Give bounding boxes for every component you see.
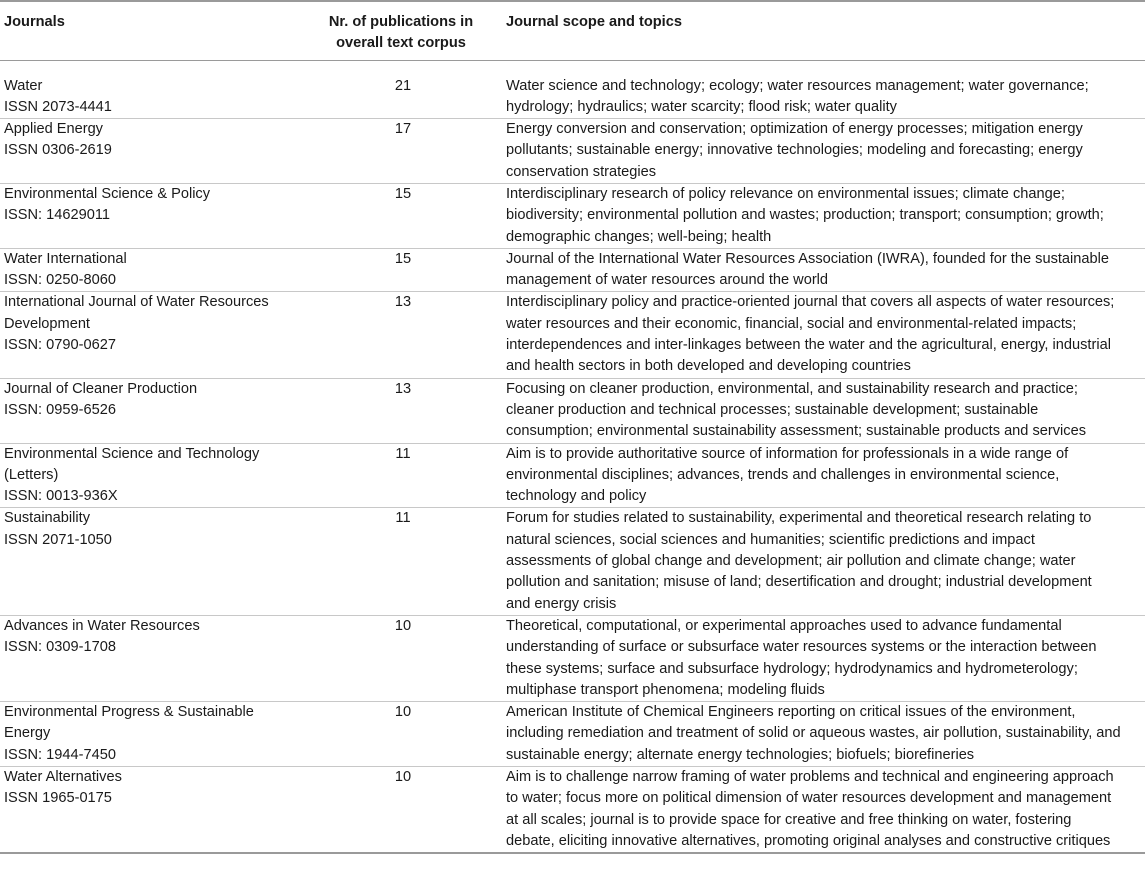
journal-name-cell [0,508,310,615]
journal-scope-line: Aim is to provide authoritative source of information for professionals in a wide range of [506,445,1069,462]
journal-name-line: ISSN: 0790-0627 [4,337,116,354]
header-journals: Journals [0,1,310,60]
journal-name-line: ISSN: 0013-936X [4,488,118,505]
journal-scope-line: technology and policy [506,488,647,505]
journal-scope-line: pollutants; sustainable energy; innovative technologies; modeling and forecasting; energy [506,142,1083,159]
header-row [0,1,1145,60]
table-row [0,615,1145,701]
journal-scope-line: Water science and technology; ecology; water resources management; water governance; [506,77,1089,94]
table-header [0,1,1145,60]
journal-name-line: Water International [4,250,127,267]
journal-scope-line: these systems; surface and subsurface hydrology; hydrodynamics and hydrometerology; [506,660,1078,677]
publication-count-cell: 13 [310,292,502,378]
table-row [0,767,1145,854]
journal-scope-line: pollution and sanitation; misuse of land; desertification and drought; industrial development [506,574,1092,591]
journal-name-cell [0,443,310,508]
journal-scope-line: Forum for studies related to sustainability, experimental and theoretical research relating to [506,510,1092,527]
publication-count-cell: 10 [310,702,502,767]
header-scope: Journal scope and topics [502,1,1145,60]
journal-scope-line: Journal of the International Water Resources Association (IWRA), founded for the sustainable [506,250,1109,267]
journal-name-line: Energy [4,725,51,742]
journal-scope-line: hydrology; hydraulics; water scarcity; flood risk; water quality [506,98,897,115]
journal-scope-cell [502,443,1145,508]
journal-name-line: (Letters) [4,466,59,483]
journal-name-cell [0,292,310,378]
journal-name-line: ISSN: 0250-8060 [4,272,116,289]
journal-scope-line: Theoretical, computational, or experimental approaches used to advance fundamental [506,617,1062,634]
table-row [0,378,1145,443]
header-count-line: Nr. of publications in [328,14,474,30]
journal-name-cell [0,248,310,292]
journal-name-cell [0,702,310,767]
publication-count-cell: 15 [310,248,502,292]
table-body [0,60,1145,853]
publication-count-cell: 11 [310,508,502,615]
journal-scope-line: American Institute of Chemical Engineers reporting on critical issues of the environment, [506,704,1076,721]
journal-scope-cell [502,767,1145,854]
table-row [0,60,1145,119]
journal-scope-line: Aim is to challenge narrow framing of water problems and technical and engineering approach [506,769,1114,785]
publication-count-cell: 10 [310,767,502,854]
journal-scope-line: management of water resources around the world [506,272,829,289]
journal-name-line: Environmental Science and Technology [4,445,260,462]
journal-scope-line: Energy conversion and conservation; optimization of energy processes; mitigation energy [506,121,1083,138]
journal-name-cell [0,378,310,443]
journal-name-line: Water [4,77,43,94]
journal-name-cell [0,60,310,119]
journal-name-line: Water Alternatives [4,769,122,785]
table-row [0,292,1145,378]
journal-scope-cell [502,292,1145,378]
journal-name-line: Journal of Cleaner Production [4,380,198,397]
journal-scope-line: biodiversity; environmental pollution and wastes; production; transport; consumption; growth; [506,207,1104,224]
journal-scope-cell [502,615,1145,701]
journal-name-line: ISSN: 14629011 [4,207,111,224]
header-publication-count [310,1,502,60]
journal-name-line: ISSN: 1944-7450 [4,746,116,763]
journal-name-line: Development [4,315,90,332]
journal-name-line: ISSN 2073-4441 [4,98,112,115]
journal-scope-line: understanding of surface or subsurface water resources systems or the interaction between [506,639,1097,656]
publication-count-cell: 13 [310,378,502,443]
publication-count-cell: 21 [310,60,502,119]
journal-name-line: ISSN 1965-0175 [4,790,112,807]
journal-scope-line: multiphase transport phenomena; modeling fluids [506,681,825,698]
journal-name-cell [0,119,310,184]
table-row [0,119,1145,184]
publication-count-cell: 10 [310,615,502,701]
journal-name-line: International Journal of Water Resources [4,294,269,311]
journal-scope-cell [502,60,1145,119]
journal-name-cell [0,183,310,248]
journal-scope-line: natural sciences, social sciences and humanities; scientific predictions and impact [506,531,1035,548]
journal-scope-line: to water; focus more on political dimension of water resources development and management [506,790,1112,807]
journal-name-line: Sustainability [4,510,90,527]
journal-name-cell [0,767,310,854]
journal-scope-line: environmental disciplines; advances, trends and challenges in environmental science, [506,466,1060,483]
header-count-line: overall text corpus [336,35,466,51]
journal-name-line: ISSN: 0959-6526 [4,401,116,418]
journal-scope-cell [502,183,1145,248]
journal-scope-line: and health sectors in both developed and developing countries [506,358,911,375]
journal-scope-line: conservation strategies [506,163,657,180]
table-row [0,443,1145,508]
journal-name-line: Environmental Science & Policy [4,185,211,202]
journal-name-line: Advances in Water Resources [4,617,200,634]
journal-name-cell [0,615,310,701]
journal-scope-cell [502,378,1145,443]
journal-name-line: ISSN 0306-2619 [4,142,112,159]
journal-scope-line: including remediation and treatment of solid or aqueous wastes, air pollution, sustainability, and [506,725,1121,742]
journal-scope-line: and energy crisis [506,595,617,612]
journal-name-line: ISSN 2071-1050 [4,531,112,548]
journal-scope-line: sustainable energy; alternate energy technologies; biofuels; biorefineries [506,746,975,763]
journal-scope-line: at all scales; journal is to provide space for creative and free thinking on water, fostering [506,811,1072,828]
journal-scope-line: Interdisciplinary research of policy relevance on environmental issues; climate change; [506,185,1065,202]
journal-scope-line: assessments of global change and development; air pollution and climate change; water [506,553,1076,570]
publication-count-cell: 15 [310,183,502,248]
journal-scope-line: consumption; environmental sustainability assessment; sustainable products and services [506,423,1086,440]
journal-scope-line: demographic changes; well-being; health [506,228,772,245]
journal-name-line: ISSN: 0309-1708 [4,639,116,656]
journal-scope-cell [502,119,1145,184]
journal-scope-line: interdependences and inter-linkages between the water and the agricultural, energy, industrial [506,337,1111,354]
journal-scope-cell [502,508,1145,615]
journal-scope-cell [502,702,1145,767]
journal-name-line: Environmental Progress & Sustainable [4,704,254,721]
table-row [0,702,1145,767]
table-row [0,183,1145,248]
table-row [0,508,1145,615]
journal-scope-line: Focusing on cleaner production, environmental, and sustainability research and practice; [506,380,1078,397]
journal-name-line: Applied Energy [4,121,103,138]
publication-count-cell: 17 [310,119,502,184]
publication-count-cell: 11 [310,443,502,508]
table-row [0,248,1145,292]
journal-scope-line: water resources and their economic, financial, social and environmental-related impacts; [506,315,1077,332]
journal-scope-cell [502,248,1145,292]
journal-scope-line: debate, eliciting innovative alternatives, promoting original analyses and constructive critiques [506,832,1111,849]
journal-scope-line: cleaner production and technical processes; sustainable development; sustainable [506,401,1039,418]
journal-scope-line: Interdisciplinary policy and practice-oriented journal that covers all aspects of water resources; [506,294,1115,311]
